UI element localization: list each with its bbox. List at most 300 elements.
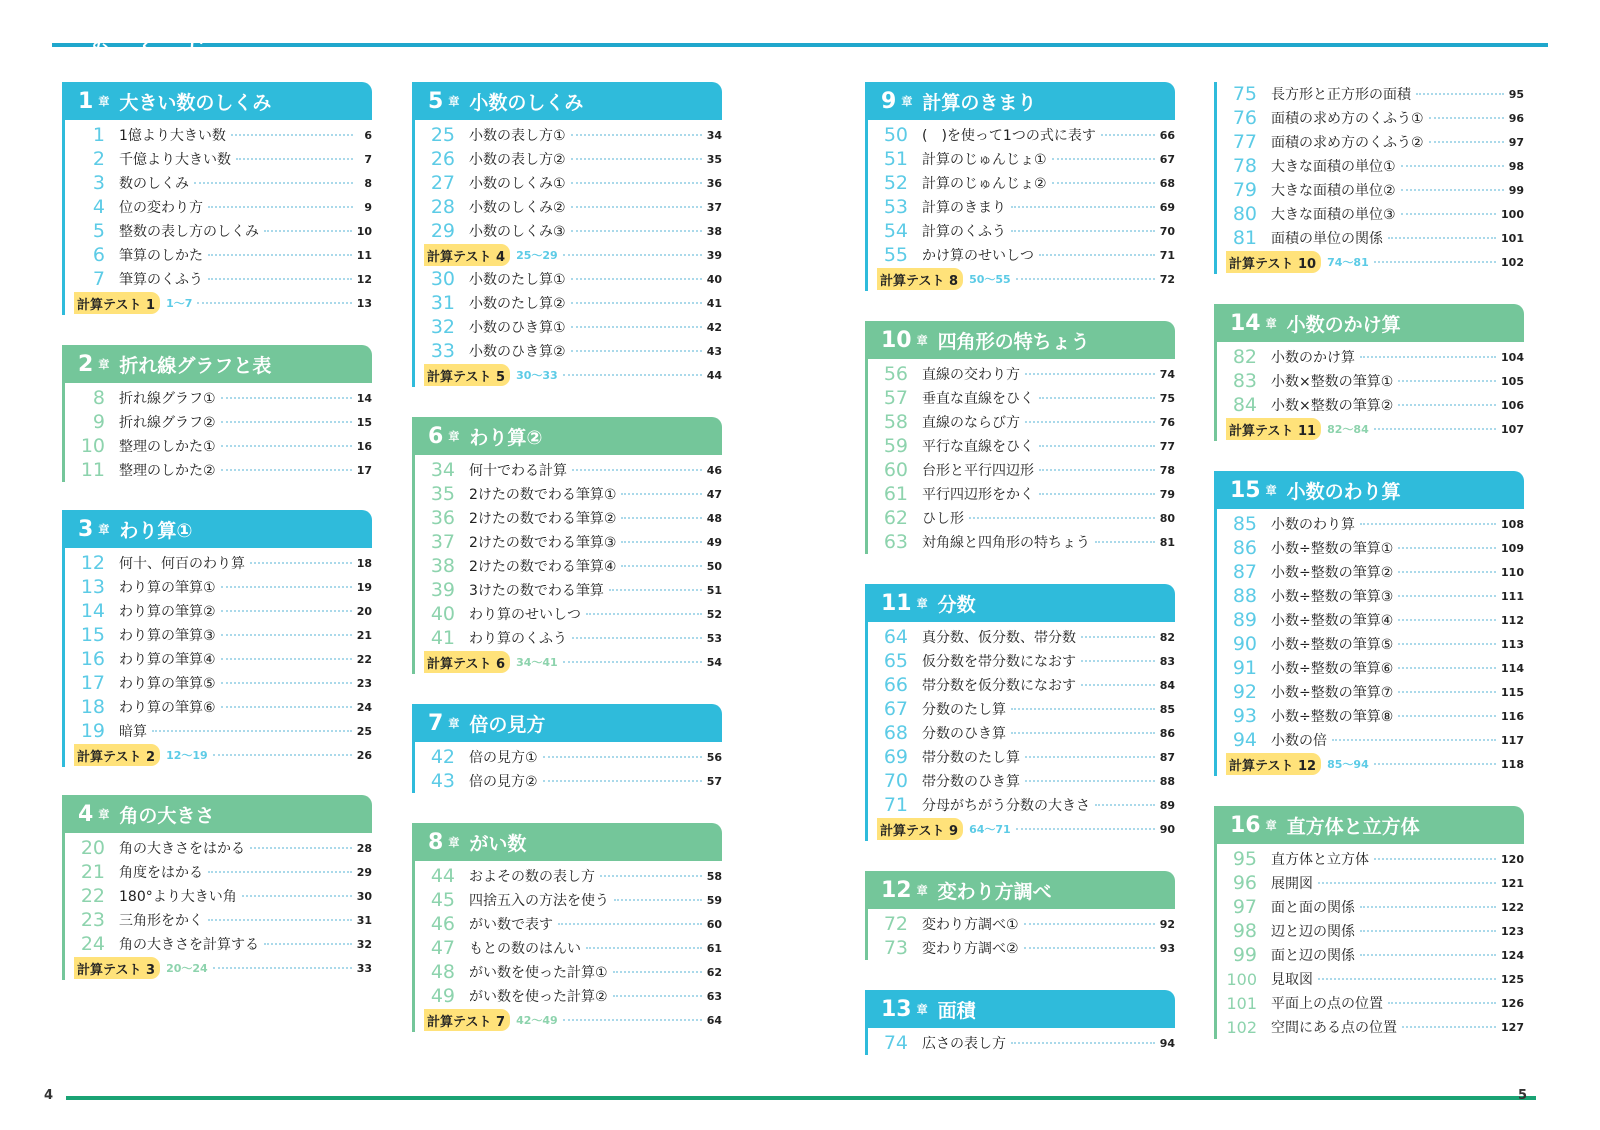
page-ref: 51 — [706, 583, 722, 597]
leader-dots — [221, 634, 352, 636]
lesson-title: 大きな面積の単位① — [1271, 159, 1396, 175]
lesson-row[interactable] — [1217, 656, 1524, 680]
lesson-title: 整理のしかた① — [119, 439, 216, 455]
lesson-row[interactable] — [868, 458, 1175, 482]
test-row[interactable] — [415, 243, 722, 267]
chapter-lessons — [412, 455, 722, 674]
chapter-title: 角の大きさ — [119, 804, 215, 827]
lesson-row[interactable] — [1217, 943, 1524, 967]
leader-dots — [1374, 428, 1496, 430]
page-ref: 7 — [364, 152, 372, 166]
page-number-left: 4 — [44, 1088, 54, 1103]
chapter-section — [1214, 304, 1524, 441]
leader-dots — [1398, 595, 1496, 597]
lesson-row[interactable] — [1217, 895, 1524, 919]
lesson-row[interactable] — [1217, 393, 1524, 417]
page-ref: 105 — [1501, 374, 1524, 388]
lesson-row[interactable] — [1217, 560, 1524, 584]
chapter-header[interactable] — [412, 823, 722, 861]
lesson-row[interactable] — [868, 697, 1175, 721]
lesson-number: 59 — [883, 435, 908, 457]
lesson-row[interactable] — [65, 623, 372, 647]
lesson-title: 仮分数を帯分数になおす — [922, 654, 1076, 670]
page-ref: 96 — [1508, 111, 1524, 125]
chapter-number: 9 — [881, 88, 897, 114]
chapter-number: 1 — [78, 88, 94, 114]
chapter-label: 章 — [916, 334, 928, 347]
chapter-header[interactable] — [1214, 471, 1524, 509]
chapter-header[interactable] — [1214, 304, 1524, 342]
lesson-number: 36 — [430, 507, 455, 529]
chapter-header[interactable] — [412, 82, 722, 120]
lesson-row[interactable] — [65, 551, 372, 575]
lesson-row[interactable] — [65, 884, 372, 908]
test-row[interactable] — [868, 817, 1175, 841]
page-ref: 87 — [1159, 750, 1175, 764]
lesson-row[interactable] — [1217, 967, 1524, 991]
lesson-row[interactable] — [1217, 608, 1524, 632]
page-ref: 53 — [706, 631, 722, 645]
lesson-row[interactable] — [1217, 369, 1524, 393]
chapter-header[interactable] — [865, 82, 1175, 120]
lesson-row[interactable] — [415, 578, 722, 602]
lesson-row[interactable] — [65, 386, 372, 410]
page-ref: 61 — [706, 941, 722, 955]
lesson-title: 筆算のくふう — [119, 272, 203, 288]
chapter-title: 小数のわり算 — [1286, 480, 1401, 503]
page-ref: 11 — [356, 248, 372, 262]
lesson-row[interactable] — [415, 769, 722, 793]
test-badge: 計算テスト 1 — [74, 292, 160, 314]
lesson-number: 6 — [92, 244, 105, 266]
lesson-number: 2 — [92, 148, 105, 170]
lesson-title: 3けたの数でわる筆算 — [469, 583, 604, 599]
chapter-section — [412, 823, 722, 1032]
page-ref: 109 — [1501, 541, 1524, 555]
chapter-section — [412, 417, 722, 674]
toc-column-3 — [865, 82, 1175, 1085]
page-ref: 20 — [356, 604, 372, 618]
leader-dots — [1081, 684, 1155, 686]
lesson-row[interactable] — [415, 339, 722, 363]
leader-dots — [571, 302, 702, 304]
test-range: 50〜55 — [969, 273, 1011, 286]
page-ref: 10 — [356, 224, 372, 238]
lesson-number: 81 — [1232, 227, 1257, 249]
chapter-header[interactable] — [865, 584, 1175, 622]
lesson-row[interactable] — [415, 506, 722, 530]
lesson-title: 2けたの数でわる筆算④ — [469, 559, 617, 575]
test-badge: 計算テスト 12 — [1226, 753, 1321, 775]
lesson-row[interactable] — [868, 1031, 1175, 1055]
lesson-title: 2けたの数でわる筆算③ — [469, 535, 617, 551]
leader-dots — [1039, 397, 1155, 399]
lesson-row[interactable] — [415, 554, 722, 578]
page-ref: 8 — [364, 176, 372, 190]
lesson-number: 23 — [80, 909, 105, 931]
lesson-title: 折れ線グラフ① — [119, 391, 216, 407]
lesson-number: 61 — [883, 483, 908, 505]
lesson-number: 31 — [430, 292, 455, 314]
leader-dots — [563, 254, 702, 256]
lesson-row[interactable] — [868, 195, 1175, 219]
chapter-header[interactable] — [865, 990, 1175, 1028]
page-ref: 41 — [706, 296, 722, 310]
chapter-lessons — [865, 622, 1175, 841]
page-ref: 14 — [356, 391, 372, 405]
lesson-row[interactable] — [415, 864, 722, 888]
lesson-number: 101 — [1226, 993, 1257, 1013]
chapter-lessons — [1214, 844, 1524, 1039]
chapter-header[interactable] — [62, 82, 372, 120]
lesson-row[interactable] — [415, 291, 722, 315]
lesson-number: 89 — [1232, 609, 1257, 631]
page-ref: 15 — [356, 415, 372, 429]
page-ref: 85 — [1159, 702, 1175, 716]
lesson-row[interactable] — [415, 171, 722, 195]
lesson-row[interactable] — [1217, 632, 1524, 656]
page-ref: 19 — [356, 580, 372, 594]
lesson-row[interactable] — [415, 219, 722, 243]
leader-dots — [1039, 445, 1155, 447]
lesson-number: 1 — [92, 124, 105, 146]
lesson-row[interactable] — [868, 912, 1175, 936]
leader-dots — [208, 206, 353, 208]
page-ref: 30 — [356, 889, 372, 903]
lesson-row[interactable] — [415, 960, 722, 984]
lesson-title: 直線の交わり方 — [922, 367, 1020, 383]
leader-dots — [1429, 117, 1504, 119]
test-range: 12〜19 — [166, 749, 208, 762]
lesson-number: 32 — [430, 316, 455, 338]
page-ref: 13 — [356, 296, 372, 310]
page-ref: 120 — [1501, 852, 1524, 866]
lesson-row[interactable] — [65, 860, 372, 884]
lesson-row[interactable] — [868, 147, 1175, 171]
lesson-title: 三角形をかく — [119, 913, 203, 929]
page-ref: 101 — [1501, 231, 1524, 245]
test-badge: 計算テスト 5 — [424, 364, 510, 386]
lesson-row[interactable] — [65, 719, 372, 743]
test-row[interactable] — [415, 1008, 722, 1032]
lesson-row[interactable] — [1217, 919, 1524, 943]
lesson-title: 分母がちがう分数の大きさ — [922, 798, 1090, 814]
lesson-number: 66 — [883, 674, 908, 696]
chapter-lessons — [62, 548, 372, 767]
lesson-row[interactable] — [868, 386, 1175, 410]
lesson-row[interactable] — [415, 626, 722, 650]
lesson-row[interactable] — [1217, 847, 1524, 871]
leader-dots — [572, 469, 702, 471]
lesson-row[interactable] — [415, 745, 722, 769]
leader-dots — [571, 182, 702, 184]
lesson-row[interactable] — [868, 721, 1175, 745]
lesson-row[interactable] — [415, 912, 722, 936]
lesson-number: 17 — [80, 672, 105, 694]
page-ref: 116 — [1501, 709, 1524, 723]
page-ref: 58 — [706, 869, 722, 883]
lesson-row[interactable] — [1217, 536, 1524, 560]
lesson-row[interactable] — [415, 458, 722, 482]
leader-dots — [558, 923, 702, 925]
leader-dots — [221, 586, 352, 588]
page-ref: 69 — [1159, 200, 1175, 214]
leader-dots — [621, 493, 701, 495]
lesson-title: 計算のくふう — [922, 224, 1006, 240]
lesson-number: 102 — [1226, 1017, 1257, 1037]
lesson-row[interactable] — [65, 932, 372, 956]
toc-column-2 — [412, 82, 722, 1062]
lesson-row[interactable] — [415, 602, 722, 626]
lesson-row[interactable] — [868, 171, 1175, 195]
lesson-row[interactable] — [868, 793, 1175, 817]
chapter-label: 章 — [916, 884, 928, 897]
page-ref: 17 — [356, 463, 372, 477]
page-ref: 83 — [1159, 654, 1175, 668]
lesson-row[interactable] — [415, 984, 722, 1008]
chapter-header[interactable] — [412, 417, 722, 455]
lesson-row[interactable] — [868, 506, 1175, 530]
leader-dots — [571, 278, 702, 280]
lesson-row[interactable] — [415, 482, 722, 506]
page-ref: 93 — [1159, 941, 1175, 955]
lesson-row[interactable] — [65, 836, 372, 860]
lesson-row[interactable] — [1217, 154, 1524, 178]
lesson-title: もとの数のはんい — [469, 941, 581, 957]
lesson-row[interactable] — [868, 123, 1175, 147]
lesson-number: 45 — [430, 889, 455, 911]
chapter-label: 章 — [916, 597, 928, 610]
page-ref: 99 — [1508, 183, 1524, 197]
leader-dots — [571, 206, 702, 208]
lesson-row[interactable] — [1217, 871, 1524, 895]
leader-dots — [543, 780, 702, 782]
lesson-row[interactable] — [1217, 512, 1524, 536]
leader-dots — [1398, 404, 1496, 406]
lesson-row[interactable] — [868, 530, 1175, 554]
page-ref: 79 — [1159, 487, 1175, 501]
lesson-row[interactable] — [1217, 704, 1524, 728]
lesson-row[interactable] — [65, 243, 372, 267]
lesson-number: 35 — [430, 483, 455, 505]
page-ref: 115 — [1501, 685, 1524, 699]
lesson-row[interactable] — [1217, 178, 1524, 202]
leader-dots — [1429, 141, 1504, 143]
lesson-row[interactable] — [1217, 1015, 1524, 1039]
lesson-row[interactable] — [868, 769, 1175, 793]
lesson-row[interactable] — [65, 695, 372, 719]
leader-dots — [613, 971, 702, 973]
page-ref: 54 — [706, 655, 722, 669]
test-range: 30〜33 — [516, 369, 558, 382]
lesson-row[interactable] — [868, 410, 1175, 434]
toc-column-1 — [62, 82, 372, 1008]
lesson-row[interactable] — [868, 243, 1175, 267]
page-ref: 74 — [1159, 367, 1175, 381]
test-row[interactable] — [65, 956, 372, 980]
test-row[interactable] — [65, 291, 372, 315]
lesson-row[interactable] — [1217, 345, 1524, 369]
leader-dots — [1039, 469, 1155, 471]
lesson-title: 面積の求め方のくふう① — [1271, 111, 1424, 127]
lesson-row[interactable] — [1217, 680, 1524, 704]
lesson-row[interactable] — [1217, 82, 1524, 106]
lesson-number: 70 — [883, 770, 908, 792]
chapter-header[interactable] — [865, 321, 1175, 359]
lesson-row[interactable] — [868, 673, 1175, 697]
lesson-title: 角の大きさをはかる — [119, 841, 245, 857]
lesson-title: 小数÷整数の筆算① — [1271, 541, 1394, 557]
chapter-header[interactable] — [62, 345, 372, 383]
lesson-row[interactable] — [1217, 728, 1524, 752]
lesson-row[interactable] — [65, 908, 372, 932]
lesson-number: 13 — [80, 576, 105, 598]
lesson-title: 小数の表し方② — [469, 152, 566, 168]
lesson-number: 4 — [92, 196, 105, 218]
page-ref: 121 — [1501, 876, 1524, 890]
lesson-row[interactable] — [868, 745, 1175, 769]
title-char-ji: じ — [184, 32, 210, 61]
page-ref: 62 — [706, 965, 722, 979]
lesson-row[interactable] — [65, 195, 372, 219]
lesson-row[interactable] — [415, 147, 722, 171]
test-row[interactable] — [65, 743, 372, 767]
page-ref: 66 — [1159, 128, 1175, 142]
test-row[interactable] — [1217, 417, 1524, 441]
leader-dots — [250, 562, 352, 564]
chapter-number: 15 — [1230, 477, 1261, 503]
chapter-section — [865, 321, 1175, 554]
page-ref: 95 — [1508, 87, 1524, 101]
chapter-number: 11 — [881, 590, 912, 616]
lesson-row[interactable] — [65, 147, 372, 171]
lesson-number: 46 — [430, 913, 455, 935]
leader-dots — [1025, 373, 1155, 375]
chapter-header[interactable] — [865, 871, 1175, 909]
lesson-row[interactable] — [65, 647, 372, 671]
chapter-lessons — [1214, 509, 1524, 776]
lesson-number: 55 — [883, 244, 908, 266]
chapter-header[interactable] — [412, 704, 722, 742]
test-range: 64〜71 — [969, 823, 1011, 836]
lesson-row[interactable] — [868, 936, 1175, 960]
page-ref: 23 — [356, 676, 372, 690]
lesson-row[interactable] — [1217, 226, 1524, 250]
lesson-title: わり算のくふう — [469, 631, 567, 647]
chapter-header[interactable] — [62, 795, 372, 833]
leader-dots — [1011, 1042, 1155, 1044]
lesson-row[interactable] — [868, 362, 1175, 386]
lesson-number: 85 — [1232, 513, 1257, 535]
leader-dots — [621, 541, 701, 543]
lesson-row[interactable] — [868, 625, 1175, 649]
lesson-title: 位の変わり方 — [119, 200, 203, 216]
lesson-number: 83 — [1232, 370, 1257, 392]
lesson-row[interactable] — [65, 599, 372, 623]
lesson-title: 面と辺の関係 — [1271, 948, 1355, 964]
lesson-row[interactable] — [1217, 202, 1524, 226]
lesson-title: 計算のきまり — [922, 200, 1006, 216]
lesson-row[interactable] — [65, 123, 372, 147]
lesson-title: 小数の倍 — [1271, 733, 1327, 749]
chapter-label: 章 — [1265, 819, 1277, 832]
lesson-title: わり算のせいしつ — [469, 607, 581, 623]
lesson-title: がい数を使った計算① — [469, 965, 608, 981]
lesson-row[interactable] — [415, 936, 722, 960]
chapter-number: 5 — [428, 88, 444, 114]
chapter-header[interactable] — [62, 510, 372, 548]
chapter-header[interactable] — [1214, 806, 1524, 844]
leader-dots — [1398, 667, 1496, 669]
lesson-row[interactable] — [1217, 991, 1524, 1015]
test-row[interactable] — [415, 363, 722, 387]
leader-dots — [1416, 93, 1504, 95]
lesson-row[interactable] — [868, 434, 1175, 458]
test-row[interactable] — [1217, 752, 1524, 776]
lesson-row[interactable] — [868, 219, 1175, 243]
lesson-title: 小数のしくみ③ — [469, 224, 566, 240]
chapter-label: 章 — [448, 430, 460, 443]
test-row[interactable] — [1217, 250, 1524, 274]
lesson-number: 51 — [883, 148, 908, 170]
page-ref: 84 — [1159, 678, 1175, 692]
lesson-row[interactable] — [65, 410, 372, 434]
test-row[interactable] — [868, 267, 1175, 291]
lesson-row[interactable] — [868, 482, 1175, 506]
test-row[interactable] — [415, 650, 722, 674]
lesson-title: 小数のたし算① — [469, 272, 566, 288]
lesson-row[interactable] — [65, 671, 372, 695]
lesson-number: 77 — [1232, 131, 1257, 153]
test-badge: 計算テスト 4 — [424, 244, 510, 266]
leader-dots — [1011, 206, 1155, 208]
leader-dots — [563, 1019, 702, 1021]
lesson-number: 57 — [883, 387, 908, 409]
lesson-number: 74 — [883, 1032, 908, 1054]
lesson-title: 小数×整数の筆算① — [1271, 374, 1394, 390]
lesson-row[interactable] — [415, 315, 722, 339]
lesson-row[interactable] — [65, 458, 372, 482]
leader-dots — [1318, 882, 1496, 884]
page-ref: 94 — [1159, 1036, 1175, 1050]
chapter-title: 小数のしくみ — [469, 91, 584, 114]
leader-dots — [571, 326, 702, 328]
lesson-title: 千億より大きい数 — [119, 152, 231, 168]
lesson-row[interactable] — [65, 434, 372, 458]
lesson-row[interactable] — [415, 195, 722, 219]
lesson-row[interactable] — [65, 267, 372, 291]
lesson-row[interactable] — [1217, 584, 1524, 608]
lesson-row[interactable] — [1217, 130, 1524, 154]
page-ref: 78 — [1159, 463, 1175, 477]
lesson-row[interactable] — [868, 649, 1175, 673]
lesson-row[interactable] — [65, 219, 372, 243]
lesson-row[interactable] — [65, 171, 372, 195]
leader-dots — [1398, 380, 1496, 382]
lesson-row[interactable] — [415, 267, 722, 291]
lesson-row[interactable] — [65, 575, 372, 599]
lesson-title: 平面上の点の位置 — [1271, 996, 1383, 1012]
lesson-row[interactable] — [1217, 106, 1524, 130]
lesson-number: 100 — [1226, 969, 1257, 989]
page-ref: 60 — [706, 917, 722, 931]
lesson-row[interactable] — [415, 123, 722, 147]
lesson-number: 29 — [430, 220, 455, 242]
lesson-row[interactable] — [415, 888, 722, 912]
leader-dots — [221, 397, 352, 399]
leader-dots — [1360, 356, 1496, 358]
lesson-row[interactable] — [415, 530, 722, 554]
